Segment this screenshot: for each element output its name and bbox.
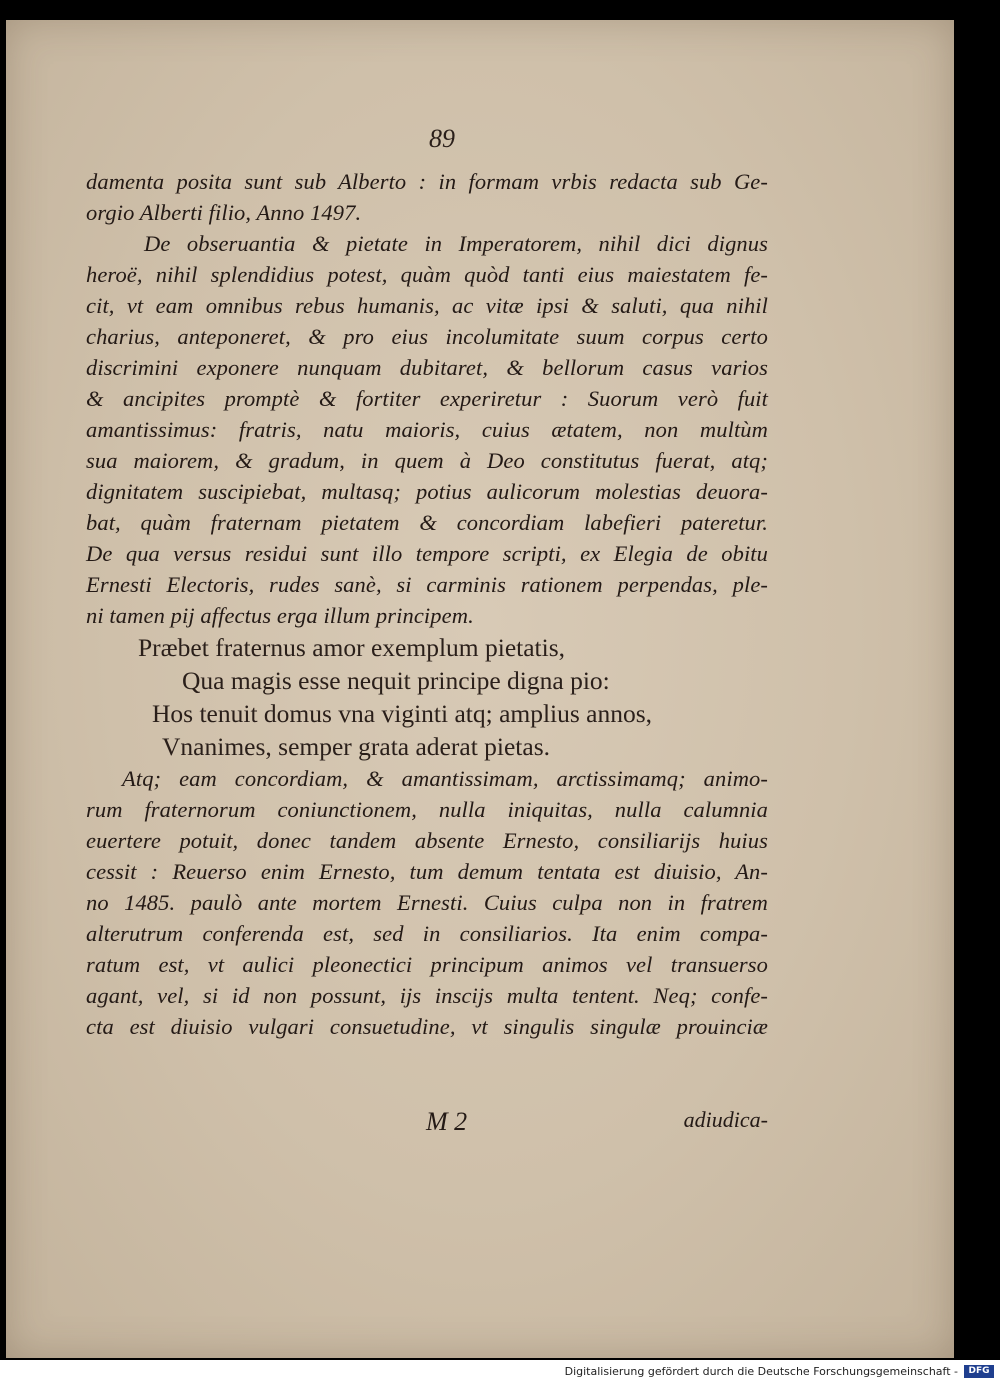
text-line: charius, anteponeret, & pro eius incolumitate suum corpus certo bbox=[86, 324, 768, 349]
signature-row bbox=[86, 1107, 768, 1141]
text-line: cit, vt eam omnibus rebus humanis, ac vitæ ipsi & saluti, qua nihil bbox=[86, 293, 768, 318]
verse-line: Qua magis esse nequit principe digna pio: bbox=[182, 666, 610, 695]
catchword: adiudica- bbox=[683, 1107, 768, 1132]
verse-line: Hos tenuit domus vna viginti atq; amplius annos, bbox=[152, 699, 653, 728]
text-line: no 1485. paulò ante mortem Ernesti. Cuius culpa non in fratrem bbox=[86, 890, 768, 915]
book-page bbox=[6, 20, 954, 1358]
text-line: De qua versus residui sunt illo tempore scripti, ex Elegia de obitu bbox=[86, 541, 768, 566]
text-line: Atq; eam concordiam, & amantissimam, arctissimamq; animo- bbox=[122, 766, 768, 791]
text-line: & ancipites promptè & fortiter experiretur : Suorum verò fuit bbox=[86, 386, 768, 411]
text-line: euertere potuit, donec tandem absente Ernesto, consiliarijs huius bbox=[86, 828, 768, 853]
text-line: sua maiorem, & gradum, in quem à Deo constitutus fuerat, atq; bbox=[86, 448, 768, 473]
text-line: damenta posita sunt sub Alberto : in formam vrbis redacta sub Ge- bbox=[86, 169, 768, 194]
footer-credit: Digitalisierung gefördert durch die Deutsche Forschungsgemeinschaft - bbox=[564, 1365, 958, 1378]
text-line: cta est diuisio vulgari consuetudine, vt singulis singulæ prouinciæ bbox=[86, 1014, 768, 1039]
text-line: ni tamen pij affectus erga illum principem. bbox=[86, 603, 474, 628]
text-line: De obseruantia & pietate in Imperatorem, nihil dici dignus bbox=[144, 231, 768, 256]
text-line: ratum est, vt aulici pleonectici principum animos vel transuerso bbox=[86, 952, 768, 977]
text-line: cessit : Reuerso enim Ernesto, tum demum tentata est diuisio, An- bbox=[86, 859, 768, 884]
page-number: 89 bbox=[429, 124, 455, 153]
text-line: rum fraternorum coniunctionem, nulla iniquitas, nulla calumnia bbox=[86, 797, 768, 822]
signature-mark: M 2 bbox=[426, 1107, 468, 1136]
footer bbox=[0, 1360, 1000, 1383]
dfg-logo-icon: DFG bbox=[964, 1365, 994, 1378]
text-line: agant, vel, si id non possunt, ijs inscijs multa tentent. Neq; confe- bbox=[86, 983, 768, 1008]
text-line: Ernesti Electoris, rudes sanè, si carminis rationem perpendas, ple- bbox=[86, 572, 768, 597]
text-line: orgio Alberti filio, Anno 1497. bbox=[86, 200, 362, 225]
text-line: alterutrum conferenda est, sed in consiliarios. Ita enim compa- bbox=[86, 921, 768, 946]
text-line: discrimini exponere nunquam dubitaret, & bellorum casus varios bbox=[86, 355, 768, 380]
text-line: dignitatem suscipiebat, multasq; potius aulicorum molestias deuora- bbox=[86, 479, 768, 504]
text-block bbox=[86, 166, 768, 1042]
verse-line: Præbet fraternus amor exemplum pietatis, bbox=[138, 633, 566, 662]
verse-line: Vnanimes, semper grata aderat pietas. bbox=[162, 732, 551, 761]
text-line: heroë, nihil splendidius potest, quàm quòd tanti eius maiestatem fe- bbox=[86, 262, 768, 287]
verse-block bbox=[86, 631, 768, 763]
text-line: amantissimus: fratris, natu maioris, cuius ætatem, non multùm bbox=[86, 417, 768, 442]
text-line: bat, quàm fraternam pietatem & concordiam labefieri pateretur. bbox=[86, 510, 768, 535]
paragraph-1 bbox=[86, 166, 768, 228]
paragraph-3 bbox=[86, 763, 768, 1042]
paragraph-2 bbox=[86, 228, 768, 631]
